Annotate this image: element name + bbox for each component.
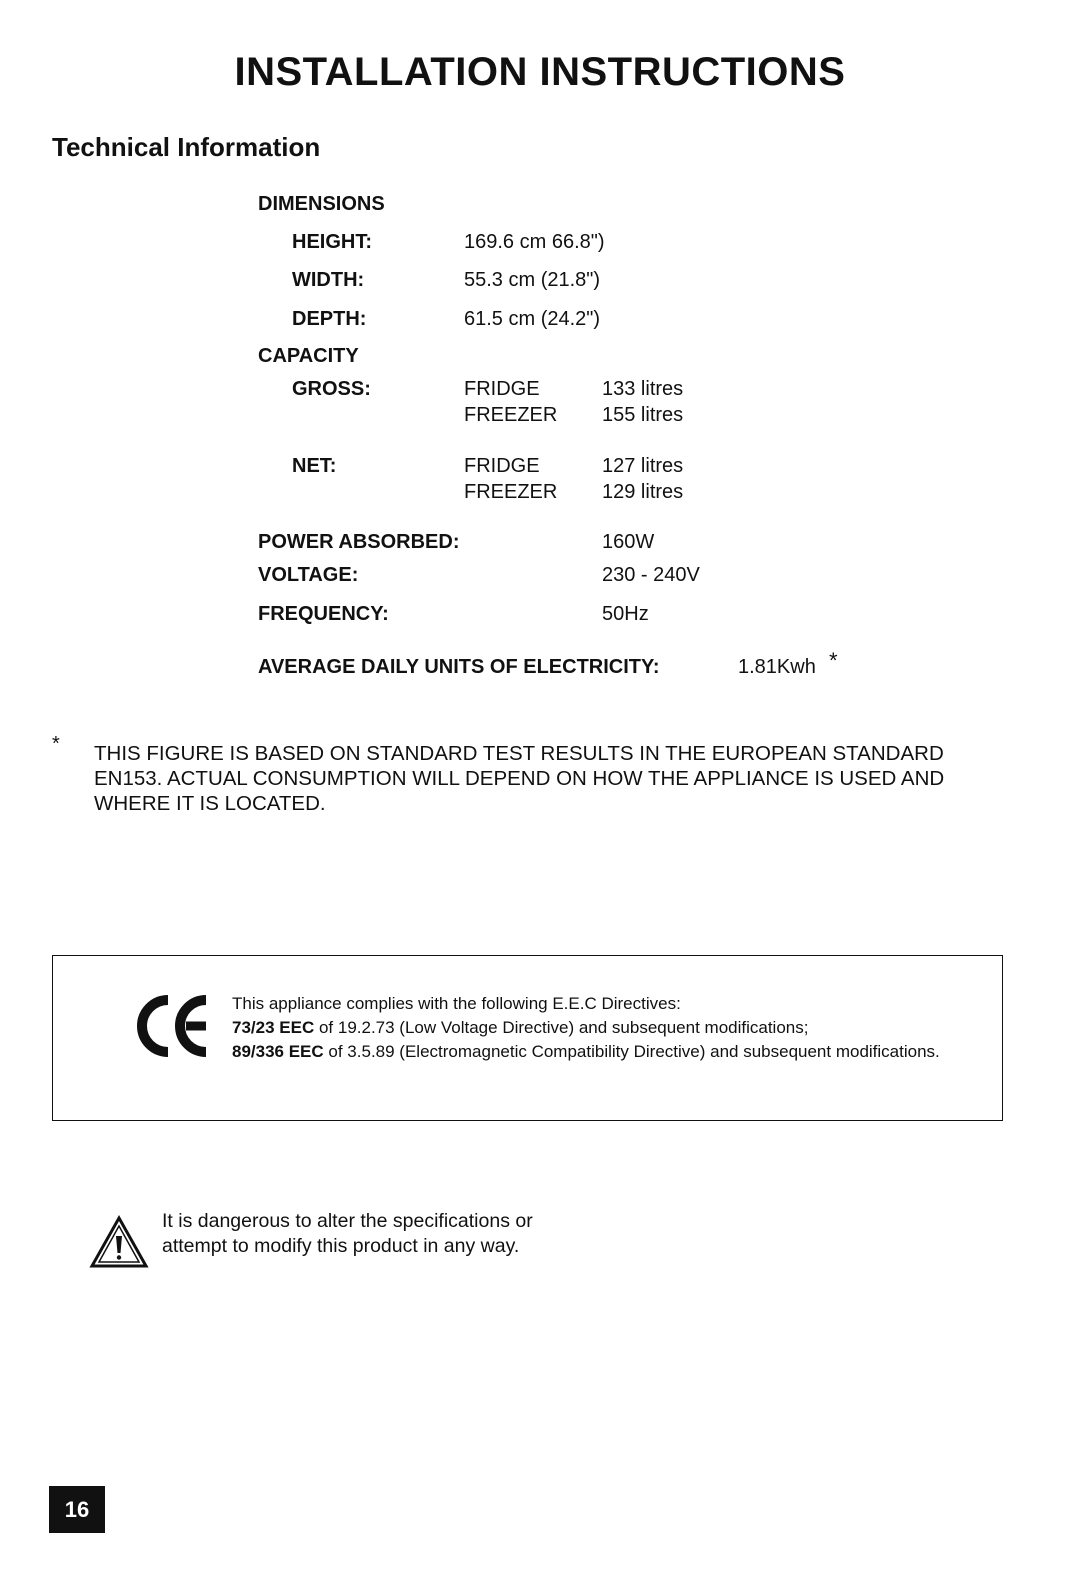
- ce-mark-icon: [136, 994, 212, 1058]
- dimensions-heading: DIMENSIONS: [258, 193, 385, 215]
- net-freezer-value: 129 litres: [602, 481, 684, 503]
- directive-code: 73/23 EEC: [232, 1018, 315, 1037]
- daily-units-label: AVERAGE DAILY UNITS OF ELECTRICITY:: [258, 656, 660, 678]
- width-value: 55.3 cm (21.8"): [464, 269, 601, 291]
- daily-units-value: 1.81Kwh: [738, 656, 816, 678]
- page-number: 16: [49, 1486, 105, 1533]
- gross-freezer-label: FREEZER: [464, 404, 558, 426]
- gross-freezer-value: 155 litres: [602, 404, 684, 426]
- daily-units-star: *: [829, 648, 838, 673]
- depth-value: 61.5 cm (24.2"): [464, 308, 601, 330]
- gross-fridge-label: FRIDGE: [464, 378, 540, 400]
- directive-low-voltage: [232, 1016, 952, 1040]
- height-value: 169.6 cm 66.8"): [464, 231, 605, 253]
- compliance-text: [232, 992, 952, 1064]
- power-label: POWER ABSORBED:: [258, 531, 460, 553]
- capacity-heading: CAPACITY: [258, 345, 359, 367]
- width-label: WIDTH:: [292, 269, 365, 291]
- voltage-value: 230 - 240V: [602, 564, 700, 586]
- directive-text: of 3.5.89 (Electromagnetic Compatibility Directive) and subsequent modifications.: [323, 1042, 940, 1061]
- frequency-value: 50Hz: [602, 603, 649, 625]
- net-fridge-value: 127 litres: [602, 455, 684, 477]
- depth-label: DEPTH:: [292, 308, 367, 330]
- gross-fridge-value: 133 litres: [602, 378, 684, 400]
- voltage-label: VOLTAGE:: [258, 564, 359, 586]
- directive-text: of 19.2.73 (Low Voltage Directive) and subsequent modifications;: [314, 1018, 809, 1037]
- footnote-text: THIS FIGURE IS BASED ON STANDARD TEST RESULTS IN THE EUROPEAN STANDARD EN153. ACTUAL CONSUMPTION WILL DEPEND ON HOW THE APPLIANCE IS USED AND WHERE IT IS LOCATED.: [94, 742, 945, 815]
- net-fridge-label: FRIDGE: [464, 455, 540, 477]
- page-title: INSTALLATION INSTRUCTIONS: [234, 50, 846, 94]
- warning-triangle-icon: [88, 1214, 150, 1270]
- compliance-intro: This appliance complies with the following E.E.C Directives:: [232, 994, 681, 1013]
- gross-label: GROSS:: [292, 378, 371, 400]
- net-freezer-label: FREEZER: [464, 481, 558, 503]
- frequency-label: FREQUENCY:: [258, 603, 389, 625]
- directive-code: 89/336 EEC: [232, 1042, 324, 1061]
- footnote-star: *: [52, 733, 60, 755]
- warning-text: It is dangerous to alter the specifications or attempt to modify this product in any way.: [162, 1210, 533, 1257]
- directive-emc: [232, 1040, 952, 1064]
- section-heading: Technical Information: [52, 132, 321, 162]
- power-value: 160W: [602, 531, 655, 553]
- height-label: HEIGHT:: [292, 231, 372, 253]
- net-label: NET:: [292, 455, 337, 477]
